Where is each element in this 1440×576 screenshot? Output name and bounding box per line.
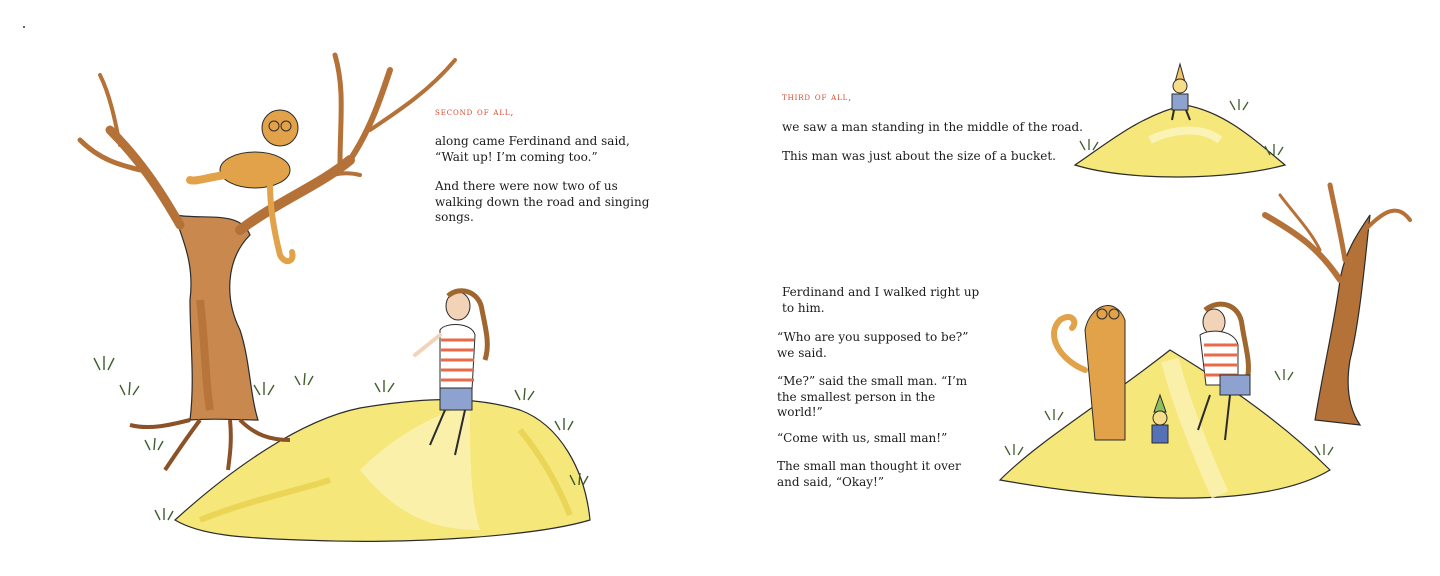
section-heading: second of all, [435, 107, 515, 118]
paragraph: “Come with us, small man!” [777, 431, 948, 445]
section-heading: third of all, [782, 92, 853, 103]
paragraph: along came Ferdinand and said, “Wait up! I’m coming too.” [435, 134, 630, 164]
paragraph: “Who are you supposed to be?” we said. [777, 330, 969, 360]
paragraph: This man was just about the size of a bucket. [782, 149, 1056, 163]
paragraph: “Me?” said the small man. “I’m the smallest person in the world!” [777, 374, 968, 419]
small-man-on-hill-illustration [1075, 64, 1285, 177]
paragraph: The small man thought it over and said, “Okay!” [777, 459, 961, 489]
paragraph: And there were now two of us walking down the road and singing songs. [435, 179, 650, 224]
paragraph: Ferdinand and I walked right up to him. [782, 285, 980, 315]
paragraph: we saw a man standing in the middle of the road. [782, 120, 1083, 134]
group-meeting-illustration [1000, 185, 1410, 498]
right-page [720, 0, 1440, 576]
